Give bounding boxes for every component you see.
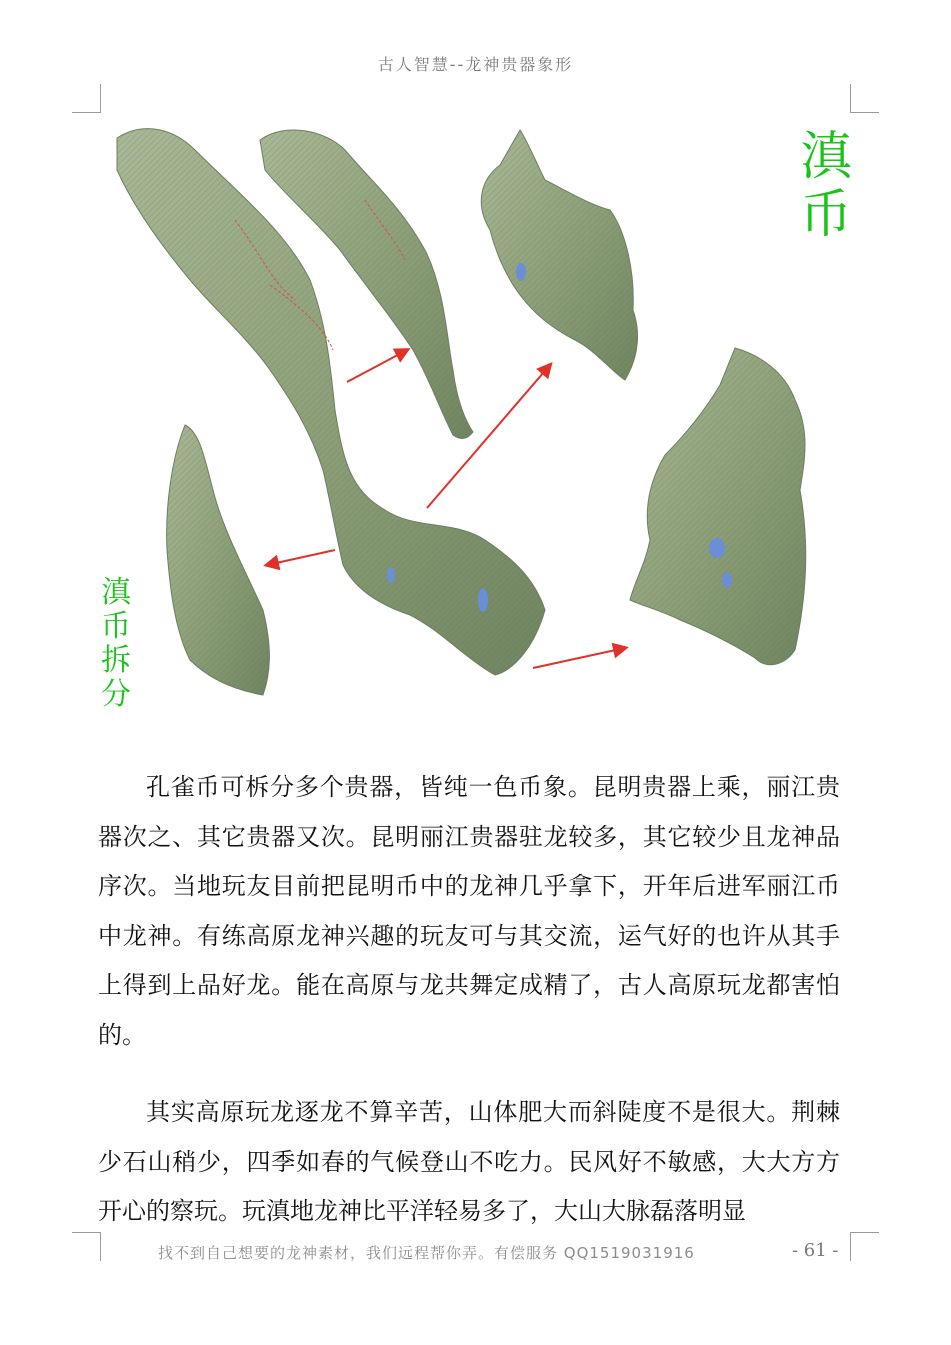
body-text bbox=[98, 763, 840, 1237]
running-header: 古人智慧--龙神贵器象形 bbox=[377, 55, 574, 74]
paragraph: 其实高原玩龙逐龙不算辛苦，山体肥大而斜陡度不是很大。荆棘少石山稍少，四季如春的气候登山不吃力。民风好不敏感，大大方方开心的察玩。玩滇地龙神比平洋轻易多了，大山大脉磊落明显 bbox=[98, 1098, 840, 1225]
split-label-char: 分 bbox=[101, 677, 131, 712]
title-char: 币 bbox=[799, 185, 852, 245]
yunnan-split-figure bbox=[95, 110, 855, 710]
figure-title-vertical bbox=[796, 128, 856, 244]
paragraph: 孔雀币可柝分多个贵器，皆纯一色币象。昆明贵器上乘，丽江贵器次之、其它贵器又次。昆明丽江贵器驻龙较多，其它较少且龙神品序次。当地玩友目前把昆明币中的龙神几乎拿下，开年后进军丽江币中龙神。有练高原龙神兴趣的玩友可与其交流，运气好的也许从其手上得到上品好龙。能在高原与龙共舞定成精了，古人高原玩龙都害怕的。 bbox=[98, 773, 840, 1049]
terrain-map-illustration bbox=[95, 110, 855, 710]
arrow-to-kunming-piece bbox=[533, 648, 625, 668]
split-label-char: 拆 bbox=[101, 643, 131, 678]
crop-mark-top-right bbox=[850, 84, 879, 113]
kunming-piece bbox=[630, 348, 806, 665]
split-label-vertical bbox=[96, 576, 136, 712]
crop-mark-top-left bbox=[72, 84, 101, 113]
western-piece bbox=[167, 425, 270, 695]
split-label-char: 币 bbox=[101, 609, 131, 644]
arrow-to-northern-strip bbox=[347, 350, 407, 382]
northeast-piece bbox=[481, 130, 637, 380]
page-number: - 61 - bbox=[792, 1240, 839, 1261]
footer-service-note: 找不到自己想要的龙神素材，我们远程帮你弄。有偿服务 QQ1519031916 bbox=[158, 1244, 695, 1262]
crop-mark-bottom-left bbox=[72, 1232, 101, 1261]
title-char: 滇 bbox=[799, 127, 852, 187]
split-label-char: 滇 bbox=[101, 575, 131, 610]
arrow-to-western-piece bbox=[267, 550, 335, 565]
crop-mark-bottom-right bbox=[850, 1232, 879, 1261]
